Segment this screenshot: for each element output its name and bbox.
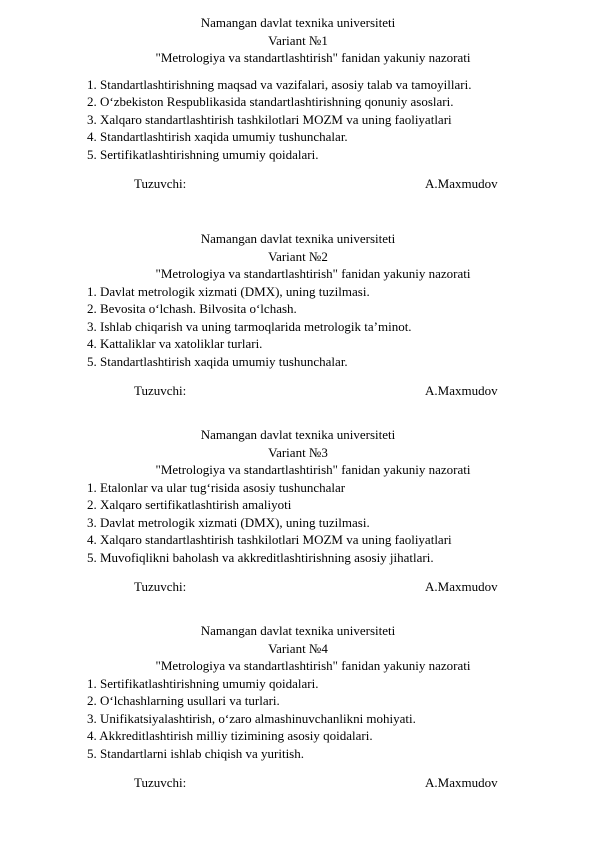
exam-subject: "Metrologiya va standartlashtirish" fanidan yakuniy nazorati	[155, 50, 471, 65]
author-label: Tuzuvchi:	[134, 775, 187, 790]
author-name: A.Maxmudov	[425, 383, 498, 398]
author-name: A.Maxmudov	[425, 775, 498, 790]
question-item: 1. Standartlashtirishning maqsad va vazifalari, asosiy talab va tamoyillari.	[87, 76, 472, 92]
question-item: 4. Akkreditlashtirish milliy tizimining asosiy qoidalari.	[87, 728, 373, 743]
question-item: 4. Standartlashtirish xaqida umumiy tushunchalar.	[87, 129, 348, 144]
question-item: 2. O‘lchashlarning usullari va turlari.	[87, 693, 280, 708]
variant-block-2	[0, 230, 596, 400]
question-item: 1. Etalonlar va ular tug‘risida asosiy tushunchalar	[87, 479, 346, 495]
author-label: Tuzuvchi:	[134, 176, 187, 191]
question-item: 3. Xalqaro standartlashtirish tashkilotlari MOZM va uning faoliyatlari	[87, 111, 452, 127]
author-name: A.Maxmudov	[425, 579, 498, 594]
exam-subject: "Metrologiya va standartlashtirish" fanidan yakuniy nazorati	[155, 658, 471, 673]
university-name: Namangan davlat texnika universiteti	[200, 427, 396, 442]
author-name: A.Maxmudov	[425, 176, 498, 191]
author-label: Tuzuvchi:	[134, 383, 187, 398]
question-list	[0, 479, 596, 567]
variant-block-1	[0, 14, 596, 193]
question-item: 2. Bevosita o‘lchash. Bilvosita o‘lchash.	[87, 301, 297, 316]
question-item: 5. Sertifikatlashtirishning umumiy qoidalari.	[87, 146, 319, 162]
university-name: Namangan davlat texnika universiteti	[200, 623, 396, 638]
signature-line	[0, 774, 596, 792]
question-item: 4. Kattaliklar va xatoliklar turlari.	[87, 336, 263, 351]
variant-number: Variant №1	[268, 32, 328, 48]
variant-block-4	[0, 622, 596, 792]
question-item: 5. Standartlarni ishlab chiqish va yuritish.	[87, 745, 304, 761]
signature-line	[0, 578, 596, 596]
question-item: 2. Xalqaro sertifikatlashtirish amaliyoti	[87, 497, 292, 512]
question-item: 3. Unifikatsiyalashtirish, o‘zaro almashinuvchanlikni mohiyati.	[87, 710, 416, 726]
question-item: 4. Xalqaro standartlashtirish tashkilotlari MOZM va uning faoliyatlari	[87, 532, 452, 547]
university-name: Namangan davlat texnika universiteti	[200, 15, 396, 30]
question-list	[0, 76, 596, 164]
question-item: 3. Ishlab chiqarish va uning tarmoqlarida metrologik ta’minot.	[87, 318, 412, 334]
question-item: 1. Sertifikatlashtirishning umumiy qoidalari.	[87, 675, 319, 691]
university-name: Namangan davlat texnika universiteti	[200, 231, 396, 246]
variant-block-3	[0, 426, 596, 596]
question-item: 3. Davlat metrologik xizmati (DMX), uning tuzilmasi.	[87, 514, 370, 530]
signature-line	[0, 382, 596, 400]
question-item: 2. O‘zbekiston Respublikasida standartlashtirishning qonuniy asoslari.	[87, 94, 454, 109]
question-list	[0, 283, 596, 371]
exam-subject: "Metrologiya va standartlashtirish" fanidan yakuniy nazorati	[155, 266, 471, 281]
variant-number: Variant №3	[268, 444, 328, 460]
variant-number: Variant №2	[268, 248, 328, 264]
exam-subject: "Metrologiya va standartlashtirish" fanidan yakuniy nazorati	[155, 462, 471, 477]
variant-number: Variant №4	[268, 640, 328, 656]
author-label: Tuzuvchi:	[134, 579, 187, 594]
signature-line	[0, 175, 596, 193]
question-item: 5. Muvofiqlikni baholash va akkreditlashtirishning asosiy jihatlari.	[87, 549, 434, 565]
question-item: 1. Davlat metrologik xizmati (DMX), uning tuzilmasi.	[87, 283, 370, 299]
question-list	[0, 675, 596, 763]
question-item: 5. Standartlashtirish xaqida umumiy tushunchalar.	[87, 353, 348, 369]
